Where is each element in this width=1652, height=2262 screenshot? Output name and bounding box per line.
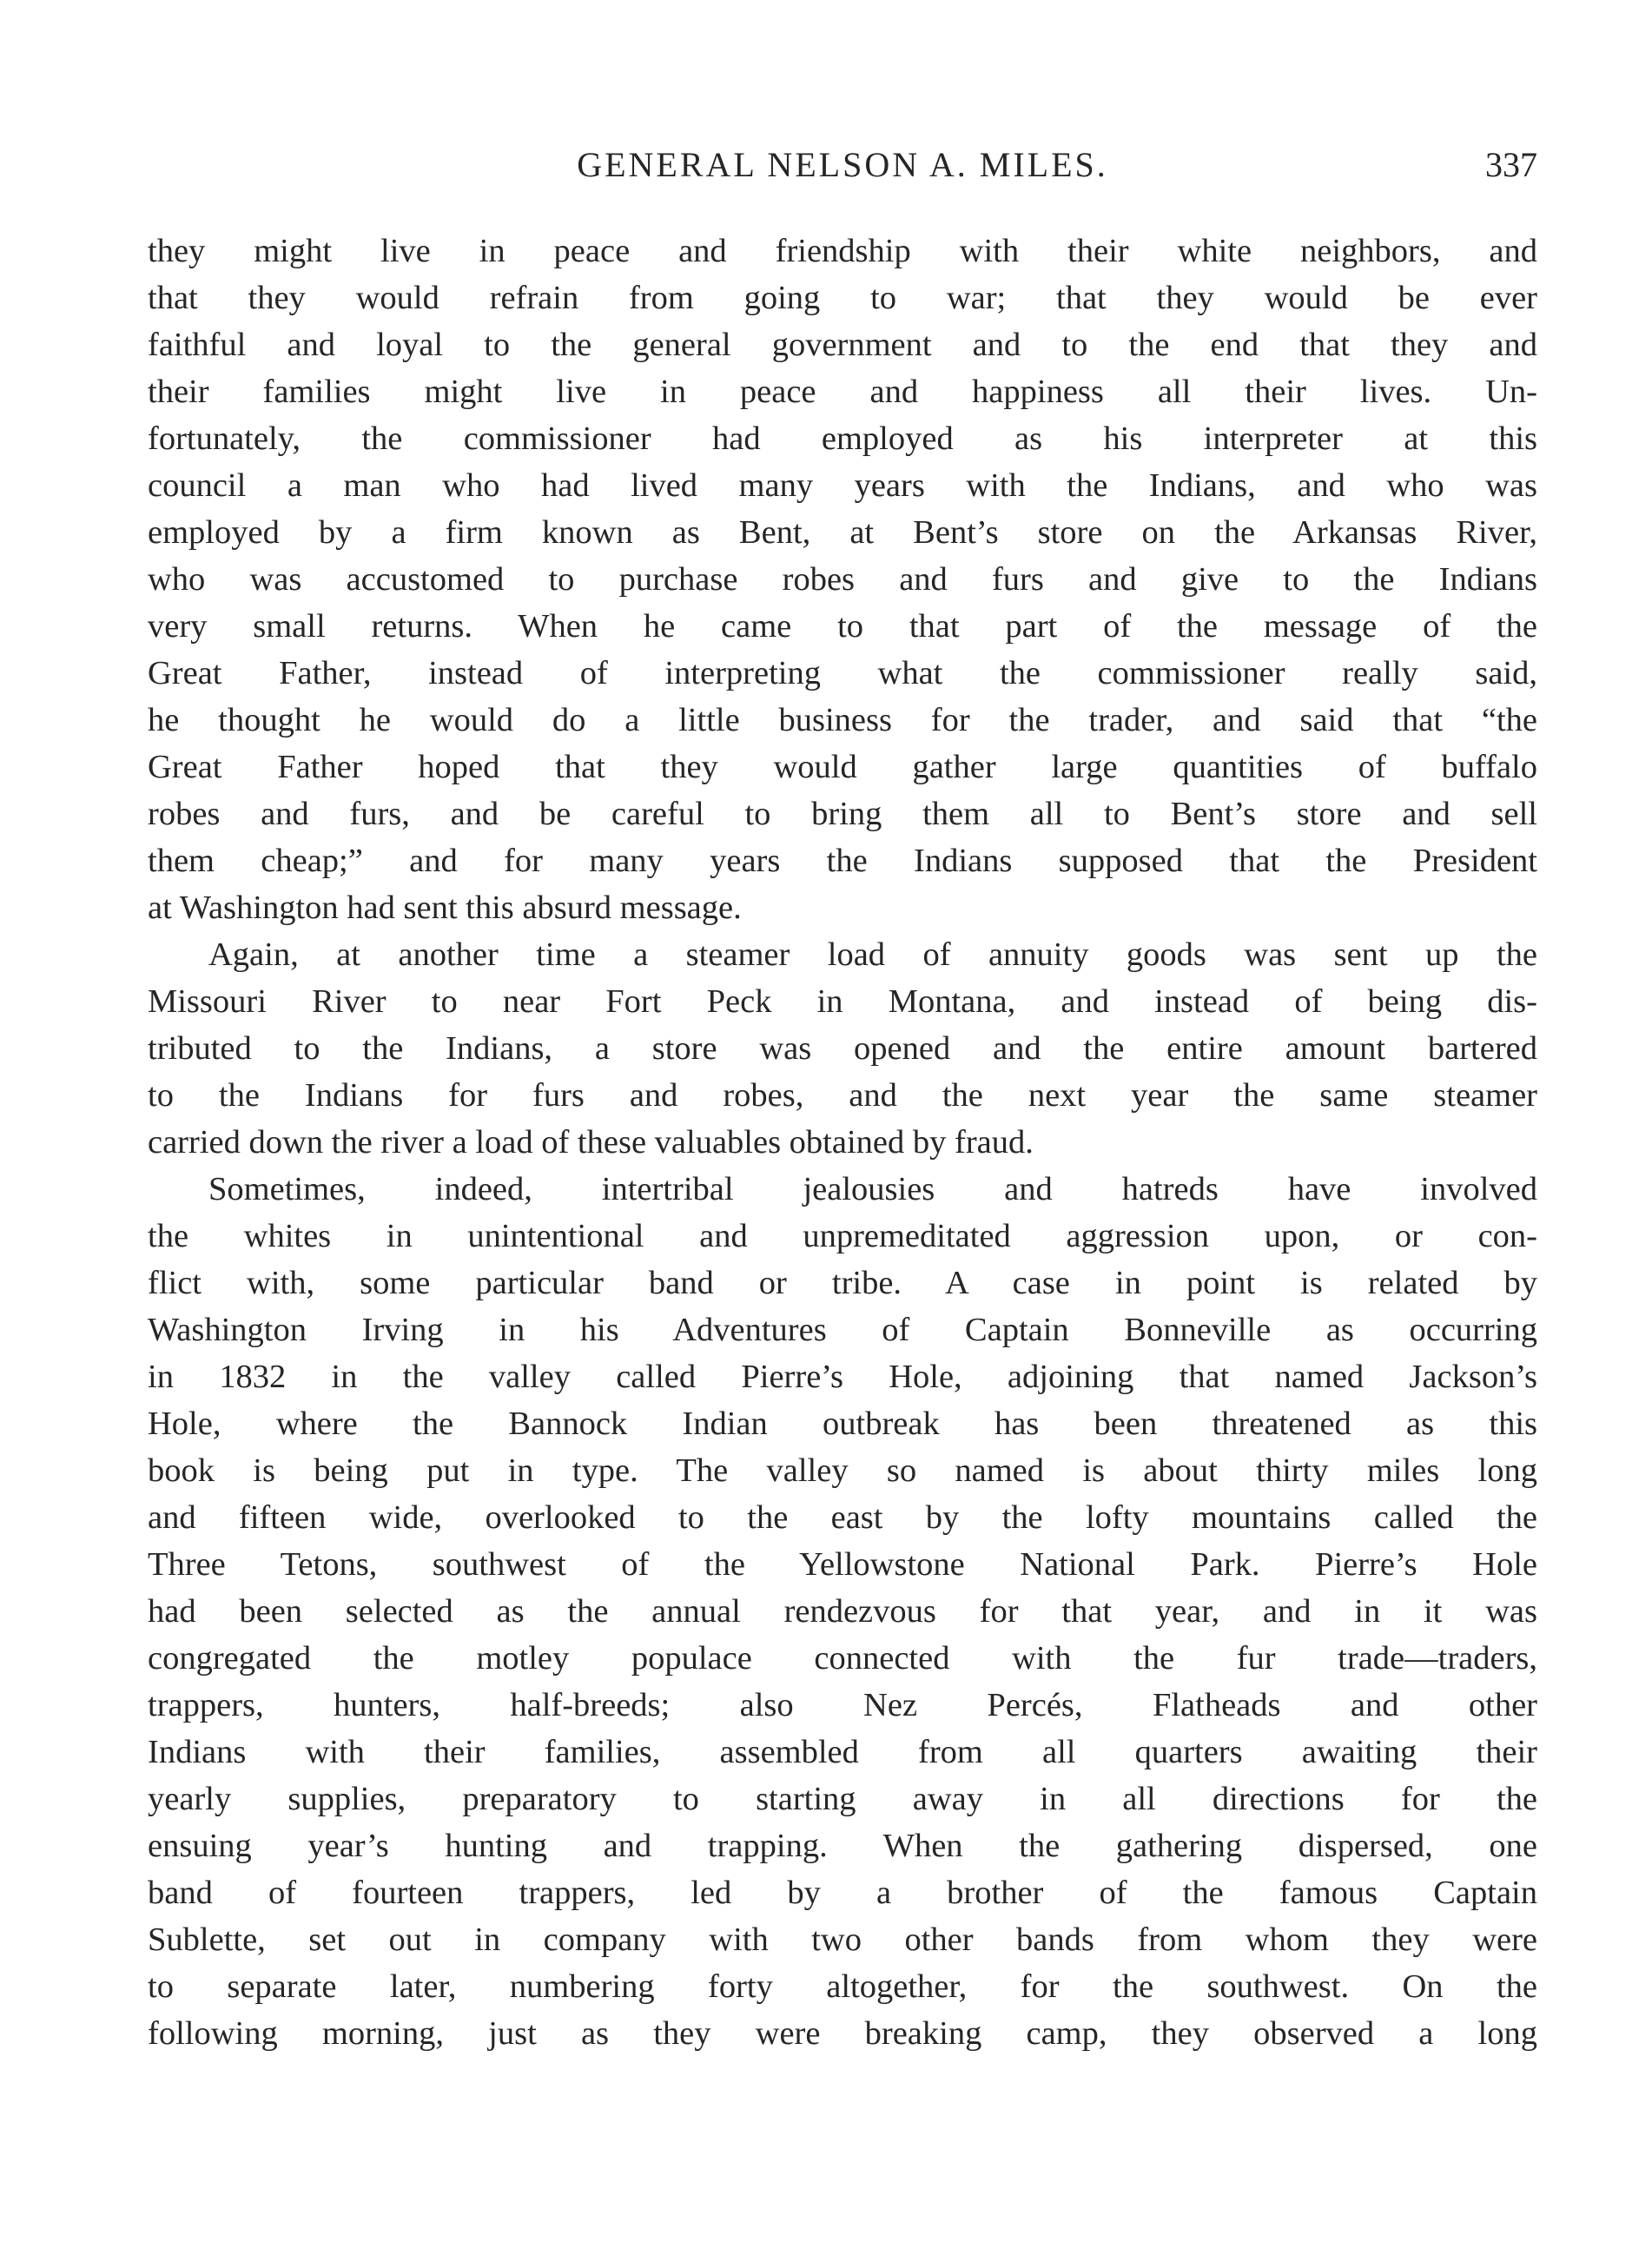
text-line: he thought he would do a little business for the trader, and said that “the	[148, 702, 1537, 738]
running-head: GENERAL NELSON A. MILES.	[577, 145, 1108, 184]
text-line: to the Indians for furs and robes, and the next year the same steamer	[148, 1077, 1537, 1114]
text-line: Hole, where the Bannock Indian outbreak has been threatened as this	[148, 1405, 1537, 1442]
text-line: to separate later, numbering forty altogether, for the southwest. On the	[148, 1968, 1537, 2005]
text-line: council a man who had lived many years with the Indians, and who was	[148, 467, 1537, 504]
page-number: 337	[1485, 145, 1537, 184]
text-line: Three Tetons, southwest of the Yellowstone National Park. Pierre’s Hole	[148, 1546, 1537, 1583]
text-line: employed by a firm known as Bent, at Bent’s store on the Arkansas River,	[148, 514, 1537, 551]
text-line: Great Father hoped that they would gather large quantities of buffalo	[148, 749, 1537, 785]
text-line: congregated the motley populace connected with the fur trade—traders,	[148, 1640, 1537, 1677]
text-line: yearly supplies, preparatory to starting away in all directions for the	[148, 1781, 1537, 1817]
text-line: faithful and loyal to the general government and to the end that they and	[148, 327, 1537, 363]
text-line: in 1832 in the valley called Pierre’s Hole, adjoining that named Jackson’s	[148, 1359, 1537, 1395]
text-line: ensuing year’s hunting and trapping. When the gathering dispersed, one	[148, 1828, 1537, 1864]
text-line: band of fourteen trappers, led by a brother of the famous Captain	[148, 1875, 1537, 1911]
text-line: at Washington had sent this absurd message.	[148, 890, 742, 926]
body-text	[148, 228, 1537, 2057]
text-line: carried down the river a load of these valuables obtained by fraud.	[148, 1124, 1034, 1161]
text-line: Washington Irving in his Adventures of Captain Bonneville as occurring	[148, 1312, 1537, 1348]
text-line: had been selected as the annual rendezvous for that year, and in it was	[148, 1593, 1537, 1630]
text-line: following morning, just as they were breaking camp, they observed a long	[148, 2015, 1537, 2052]
text-line: trappers, hunters, half-breeds; also Nez Percés, Flatheads and other	[148, 1687, 1537, 1723]
text-line: Missouri River to near Fort Peck in Montana, and instead of being dis-	[148, 983, 1537, 1020]
text-line: Indians with their families, assembled from all quarters awaiting their	[148, 1734, 1537, 1770]
page-header	[148, 139, 1537, 191]
text-line: the whites in unintentional and unpremeditated aggression upon, or con-	[148, 1218, 1537, 1254]
text-line: who was accustomed to purchase robes and furs and give to the Indians	[148, 561, 1537, 598]
text-line: Great Father, instead of interpreting what the commissioner really said,	[148, 655, 1537, 691]
text-line: Sometimes, indeed, intertribal jealousies and hatreds have involved	[208, 1171, 1537, 1207]
text-line: and fifteen wide, overlooked to the east by the lofty mountains called the	[148, 1499, 1537, 1536]
text-line: flict with, some particular band or tribe. A case in point is related by	[148, 1265, 1537, 1301]
text-line: Again, at another time a steamer load of annuity goods was sent up the	[208, 936, 1537, 973]
text-line: robes and furs, and be careful to bring them all to Bent’s store and sell	[148, 796, 1537, 832]
text-line: their families might live in peace and happiness all their lives. Un-	[148, 374, 1537, 410]
text-line: Sublette, set out in company with two other bands from whom they were	[148, 1921, 1537, 1958]
text-line: that they would refrain from going to war; that they would be ever	[148, 280, 1537, 316]
text-line: tributed to the Indians, a store was opened and the entire amount bartered	[148, 1030, 1537, 1067]
text-line: they might live in peace and friendship with their white neighbors, and	[148, 233, 1537, 269]
text-line: fortunately, the commissioner had employed as his interpreter at this	[148, 420, 1537, 457]
text-line: them cheap;” and for many years the Indians supposed that the President	[148, 843, 1537, 879]
text-line: book is being put in type. The valley so named is about thirty miles long	[148, 1452, 1537, 1489]
text-line: very small returns. When he came to that part of the message of the	[148, 608, 1537, 645]
